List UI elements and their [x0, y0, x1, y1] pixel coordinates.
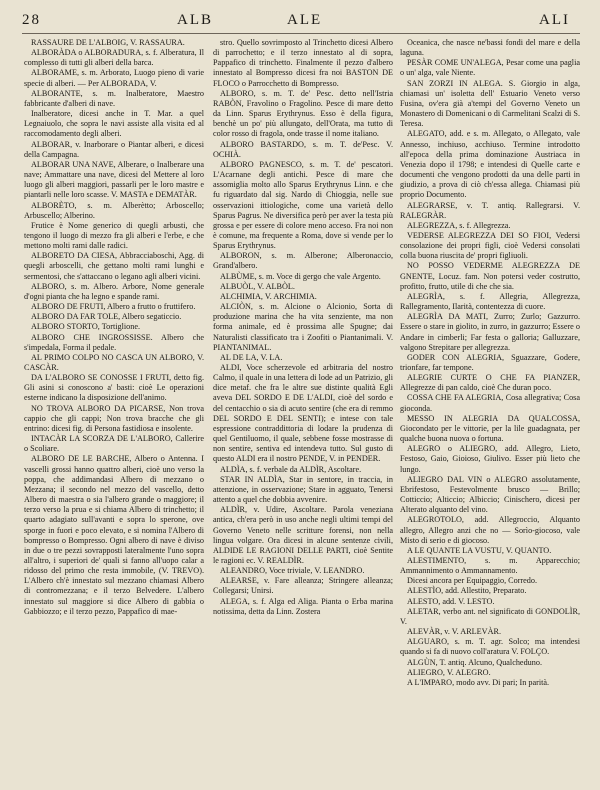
dictionary-entry: ALBORETO DA CIESA, Abbracciaboschi, Agg. di quegli arboscelli, che gettano molti rami lunghi e sermentosi, che s'attaccano o legano agli alberi vicini.: [24, 251, 204, 281]
dictionary-entry: ALBORO DE LE BARCHE, Albero o Antenna. I vascelli grossi hanno quattro alberi, cioè uno verso la poppa, che addimandasi Albero di mezzano o Mezzana; il secondo nel mezzo del vascello, detto Albero di maestra o sia l'albero grande o maggiore; il terzo verso la prua e si chiama Albero di trinchetto; il quarto adagiato sull'avanti e sopra lo sperone, ove sporge in fuori e poco elevato, e si nomina l'Albero di bompresso o Bompresso. Ogni albero di nave è diviso in due o tre pezzi sovrapposti lateralmente l'uno sopra all'altro, i superiori de' quali si fanno all'uopo calar a ridosso del primo che resta immobile, (V. TREVO). L'Albero ch'è innestato sul mezzano chiamasi Albero di contromezzana; e il terzo Belvedere. L'albero innestato sul maggiore si dice Albero di gabbia o Gabbiozzo; e il terzo pezzo, Pappafico di mae-: [24, 454, 204, 616]
dictionary-entry: ALEVÀR, v. V. ARLEVÀR.: [407, 627, 502, 637]
dictionary-entry: ALBORÈTO, s. m. Alberètto; Arboscello; Arbuscello; Alberino.: [24, 200, 204, 220]
dictionary-entry: AL DE LA, V. LA.: [220, 352, 283, 362]
dictionary-entry: ALBORO BASTARDO, s. m. T. de'Pesc. V. OCHIÀ.: [213, 139, 393, 159]
dictionary-entry: VEDERSE ALEGREZZA DEI SO FIOI, Vedersi consolazione dei propri figli, cioè Vedersi consolati colla buona riuscita de' propri figliuoli.: [400, 230, 580, 261]
dictionary-entry: ALDI, Voce scherzevole ed arbitraria del nostro Calmo, il quale in una lettera di lode ad un Patrizio, gli dice metaf. che fra le altre sue distinte qualità Egli aveva DEL SORDO E DE L'ALDI, cioè del sordo e del centacchio o sia di acuto sentire (che era di remmo DEL SORDO E DEL SENTI); e intese con tale espressione contraddittoria di lodare la prudenza di quel Gentiluomo, il quale, sebbene fosse mostrasse di non sentire, sentiva ed intendeva tutto. Sul gusto di questo ALDI era il nostro PENDE, V. in PENDER.: [213, 363, 393, 464]
dictionary-entry: GODER CON ALEGRIA, Sguazzare, Godere, trionfare, far tempone.: [400, 352, 580, 372]
dictionary-entry: Inalberatore, dicesi anche in T. Mar. a quel Legnaiuolo, che sopra le navi assiste alla visita ed al raccomodamento degli alberi.: [24, 109, 204, 139]
dictionary-entry: ALEGRÌA, s. f. Allegria, Allegrezza, Rallegramento, Ilarità, contentezza di cuore.: [400, 291, 580, 312]
dictionary-entry: ALBORO PAGNESCO, s. m. T. de' pescatori. L'Acarnane degli antichi. Pesce di mare che assomiglia molto allo Sparus Erythrynus Linn. e che fu riguardato dal sig. Nardo di Chioggia, nelle sue osservazioni ittiologiche, come una varietà dello Sparus Pagrus. Ne diversifica però per aver la testa più grossa e per essere di colore meno acceso. Fra noi non è comune, ma frequente a Roma, dove si vende per lo Sparus Erythrynus.: [213, 159, 393, 251]
dictionary-entry: ALEGREZZA, s. f. Allegrezza.: [407, 220, 511, 230]
dictionary-entry: ALBORO, s. m. T. de' Pesc. detto nell'Istria RABÒN, Fravolino o Fragolino. Pesce di mare detto da Linn. Sparus Erythrynus. Esso è della figura, benchè un po' più allungato, dell'Orata, ma tutto di color rosso di fragola, onde trasse il nome italiano.: [213, 88, 393, 139]
dictionary-entry: ALBORAR UNA NAVE, Alberare, o Inalberare una nave; Ammattare una nave, dicesi del Mettere al loro luogo gli alberi maggiori, passarli per le loro mastre e piantarli nelle loro scasse. V. MASTA e DEMATÀR.: [24, 159, 204, 200]
dictionary-entry: ALEGROTOLO, add. Allegroccio, Alquanto allegro, Allegro anzi che no — Sorìo-giocoso, vale Misto di serio e di giocoso.: [400, 515, 580, 545]
dictionary-entry: ALESTIMENTO, s. m. Apparecchio; Ammannimento o Ammannamento.: [400, 555, 580, 576]
dictionary-entry: ALIEGRO, V. ALEGRO.: [407, 667, 491, 677]
dictionary-entry: COSSA CHE FA ALEGRIA, Cosa allegrativa; Cosa gioconda.: [400, 393, 580, 413]
dictionary-entry: ALEGRIE CURTE O CHE FA PIANZER, Allegrezze di pan caldo, cioè Che duran poco.: [400, 373, 580, 393]
column-left: [24, 38, 204, 786]
dictionary-entry: ALGUARO, s. m. T. agr. Solco; ma intendesi quando si fa di nuovo coll'aratura V. FOLÇO.: [400, 637, 580, 657]
dictionary-entry: ALESTÌO, add. Allestito, Preparato.: [407, 586, 527, 596]
dictionary-entry: INTACÀR LA SCORZA DE L'ALBORO, Callerire o Scoliare.: [24, 434, 204, 454]
column-middle: [213, 38, 393, 786]
guide-word-right: ALI: [539, 12, 570, 28]
dictionary-entry: ALBORO, s. m. Albero. Arbore, Nome generale d'ogni pianta che ha legno e spande rami.: [24, 281, 204, 301]
dictionary-entry: ALBORON, s. m. Alberone; Alberonaccio, Grand'albero.: [213, 251, 393, 271]
dictionary-entry: ALCHIMIA, V. ARCHIMIA.: [220, 291, 317, 301]
dictionary-entry: ALDÌR, v. Udire, Ascoltare. Parola veneziana antica, ch'era però in uso anche negli ultimi tempi del Governo Veneto nelle scritture forensi, non nella lingua volgare. Ora dicesi in alcune sentenze civili, ALDIDE LE RAGIONI DELLE PARTI, cioè Sentite le ragioni ec. V. REALDÌR.: [213, 505, 393, 565]
dictionary-entry: ALBORO CHE INGROSSISSE. Albero che s'impedala, Forma il pedale.: [24, 332, 204, 352]
dictionary-entry: ALBORO DE FRUTI, Albero a frutto o fruttifero.: [31, 302, 196, 312]
dictionary-entry: STAR IN ALDÌA, Star in sentore, in traccia, in attenzione, in osservazione; Stare in agguato, Tenersi attento a quel che dobbia avvenire.: [213, 474, 393, 505]
dictionary-entry: ALBORANTE, s. m. Inalberatore, Maestro fabbricante d'alberi di nave.: [24, 88, 204, 108]
dictionary-entry: ALEANDRO, Voce triviale, V. LEANDRO.: [220, 566, 365, 576]
dictionary-entry: ALEGATO, add. e s. m. Allegato, o Allegato, vale Annesso, inchiuso, acchiuso. Termine introdotto all'epoca della prima dominazione Austriaca in Venezia dopo il 1798; e intendesi di Quelle carte e documenti che vengono prodotti da una delle parti in giudizio, a prova di ciò ch'essa allega. Chiamasi più proprio Documento.: [400, 129, 580, 200]
dictionary-entry: ALEGRÌA DA MATI, Zurro; Zurlo; Gazzurro. Essere o stare in giolito, in zurro, in gazzurro; Essere o Andare in cimberli; Far festa o galloria; Galluzzare, valgono Strepitare per allegrezza.: [400, 312, 580, 352]
guide-word-center: ALE: [287, 12, 323, 28]
dictionary-entry: NO TROVA ALBORO DA PICARSE, Non trova cappio che gli cappi; Non trova bracche che gli entrino: dicesi fig. di Persona fastidiosa e insolente.: [24, 403, 204, 433]
dictionary-entry: ALBÙME, s. m. Voce di gergo che vale Argento.: [220, 271, 381, 281]
dictionary-entry: Oceanica, che nasce ne'bassi fondi del mare e della laguna.: [400, 38, 580, 58]
page-number: 28: [22, 12, 41, 28]
dictionary-entry: A L'IMPARO, modo avv. Di pari; In parità.: [407, 677, 550, 687]
dictionary-entry: ALBORO DA FAR TOLE, Albero segaticcio.: [31, 312, 182, 322]
dictionary-entry: ALESTO, add. V. LESTO.: [407, 596, 495, 606]
dictionary-entry: ALEGRO o ALIEGRO, add. Allegro, Lieto, Festoso, Gaio, Gioioso, Giulivo. Esser più lieto che lungo.: [400, 444, 580, 474]
dictionary-entry: ALBORAME, s. m. Arborato, Luogo pieno di varie specie di alberi. — Per ALBORADA, V.: [24, 68, 204, 88]
dictionary-entry: ALGÙN, T. antiq. Alcuno, Qualcheduno.: [407, 657, 542, 667]
dictionary-entry: MESSO IN ALEGRIA DA QUALCOSSA, Giocondato per le vittorie, per la lile guadagnata, per qualche buona nuova o fortuna.: [400, 413, 580, 444]
dictionary-entry: DA L'ALBORO SE CONOSSE I FRUTI, detto fig. Gli asini si conoscono a' basti: cioè Le operazioni esterne indicano la disposizione dell'animo.: [24, 373, 204, 403]
dictionary-entry: SAN ZORZI IN ALEGA. S. Giorgio in alga, chiamasi un' isoletta dell' Estuario Veneto verso Fusina, ov'era già a'tempi del Governo Veneto un Monastero di Domenicani o di Carmelitani Scalzi di S. Teresa.: [400, 78, 580, 129]
guide-word-left: ALB: [177, 12, 213, 28]
dictionary-entry: A LE QUANTE LA VUSTU, V. QUANTO.: [407, 545, 552, 555]
dictionary-entry: ALETAR, verbo ant. nel significato di GONDOLÌR, V.: [400, 606, 580, 626]
header-rule: [22, 33, 580, 34]
dictionary-entry: ALEGRARSE, v. T. antiq. Rallegrarsi. V. RALEGRÀR.: [400, 200, 580, 220]
dictionary-entry: stro. Quello sovrimposto al Trinchetto dicesi Albero di parrochetto; e il terzo innestato al di sopra, Pappafico di trinchetto. Finalmente il pezzo d'albero innestato al Bompresso dicesi fra noi BASTON DE FLOCO o Parrocchetto di Bompresso.: [213, 38, 393, 88]
dictionary-entry: ALEGA, s. f. Alga ed Aliga. Pianta o Erba marina notissima, detta da Linn. Zostera: [213, 596, 393, 616]
dictionary-entry: NO POSSO VEDERME ALEGREZZA DE GNENTE, Locuz. fam. Non potersi veder costrutto, profitto, frutto, utile di che che sia.: [400, 261, 580, 291]
column-right: [400, 38, 580, 786]
dictionary-entry: ALBORAR, v. Inarborare o Piantar alberi, e dicesi della Campagna.: [24, 139, 204, 159]
dictionary-entry: Frutice è Nome generico di quegli arbusti, che tengono il luogo di mezzo fra gli alberi e l'erbe, e che mettono molti rami dalle radici.: [24, 220, 204, 251]
dictionary-entry: ALDÌA, s. f. verbale da ALDÌR, Ascoltare.: [220, 464, 362, 474]
dictionary-entry: ALBUÒL, V. ALBÒL.: [220, 281, 295, 291]
dictionary-entry: PESÀR COME UN'ALEGA, Pesar come una paglia o un' alga, vale Niente.: [400, 58, 580, 78]
dictionary-entry: ALBORÀDA o ALBORADURA, s. f. Alberatura, Il complesso di tutti gli alberi della barca.: [24, 48, 204, 68]
dictionary-entry: ALBORO STORTO, Tortiglione.: [31, 322, 141, 332]
dictionary-entry: RASSAURE DE L'ALBOIG, V. RASSAURA.: [31, 38, 185, 47]
dictionary-entry: Dicesi ancora per Equipaggio, Corredo.: [407, 576, 538, 586]
page-header: [22, 12, 580, 30]
dictionary-entry: ALCIÒN, s. m. Alcione o Alcionio, Sorta di produzione marina che ha vita senziente, ma non forma animale, ed è prossima alle Spugne; dai Naturalisti classificato tra i Zoofiti o Piantanimali. V. PIANTANIMAL.: [213, 302, 393, 352]
dictionary-entry: ALIEGRO DAL VIN o ALEGRO assolutamente, Ebrifestoso, Festevolmente brusco — Brillo; Cotticcio; Alticcio; Albiccio; Cinischero, dicesi per Alterato alquanto del vino.: [400, 474, 580, 515]
dictionary-entry: AL PRIMO COLPO NO CASCA UN ALBORO, V. CASCÀR.: [24, 352, 204, 372]
dictionary-entry: ALEARSE, v. Fare alleanza; Stringere alleanza; Collegarsi; Unirsi.: [213, 576, 393, 596]
